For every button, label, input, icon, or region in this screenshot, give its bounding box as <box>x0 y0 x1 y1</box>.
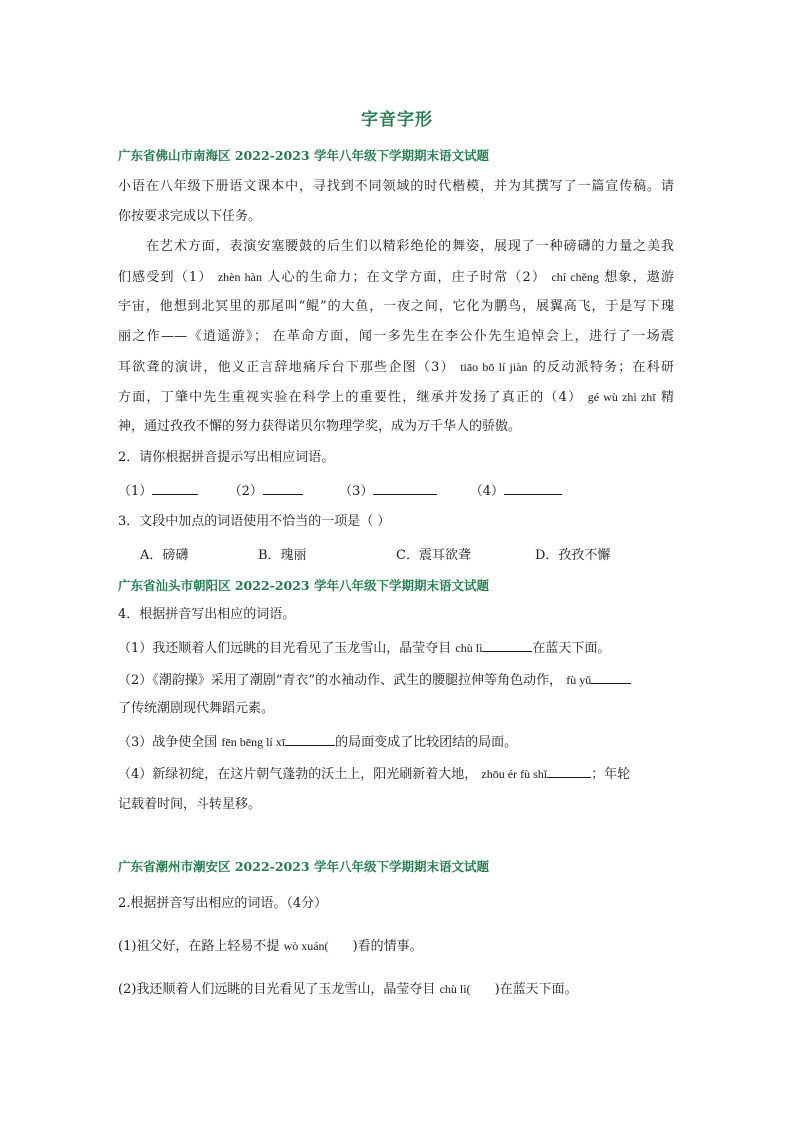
pinyin: gé wù zhì zhī <box>587 390 656 404</box>
section-heading-chaozhou: 广东省潮州市潮安区 2022-2023 学年八年级下学期期末语文试题 <box>118 859 489 874</box>
s2-item-4-cont: 记载着时间，斗转星移。 <box>118 797 262 812</box>
pinyin: zhèn hàn <box>217 270 262 284</box>
option-a[interactable]: A．磅礴 <box>140 548 189 563</box>
text: （4）新绿初绽，在这片朝气蓬勃的沃土上，阳光刷新着大地， <box>118 767 478 782</box>
pinyin: chù lì( <box>439 982 471 996</box>
text: 人心的生命力；在文学方面，庄子时常（2） <box>267 270 547 285</box>
text: 的局面变成了比较团结的局面。 <box>335 735 518 750</box>
text: 精 <box>661 390 675 405</box>
passage-line-5 <box>118 358 674 377</box>
section-heading-foshan: 广东省佛山市南海区 2022-2023 学年八年级下学期期末语文试题 <box>118 148 489 163</box>
passage-line-3: 宇宙，他想到北冥里的那尾叫“鲲”的大鱼，一夜之间，它化为鹏鸟，展翼高飞，于是写下瑰 <box>118 299 674 314</box>
text: （3）战争使全国 <box>118 735 218 750</box>
page-title: 字音字形 <box>361 110 433 130</box>
blank-label-4: （4） <box>469 484 504 499</box>
option-b[interactable]: B．瑰丽 <box>258 548 307 563</box>
s2-item-3 <box>118 732 517 752</box>
answer-blanks-row <box>118 481 562 501</box>
text: 们感受到（1） <box>118 270 213 285</box>
answer-blank-4[interactable] <box>504 481 562 495</box>
s2-item-2-cont: 了传统潮剧现代舞蹈元素。 <box>118 701 275 716</box>
text: ；年轮 <box>591 767 631 782</box>
s2-item-1 <box>118 638 610 658</box>
pinyin: chù lì <box>455 641 483 655</box>
text: (2)我还顺着人们远眺的目光看见了玉龙雪山，晶莹夺目 <box>118 982 436 997</box>
option-d[interactable]: D．孜孜不懈 <box>535 548 611 563</box>
intro-line-2: 你按要求完成以下任务。 <box>118 209 262 224</box>
answer-blank[interactable] <box>547 764 591 778</box>
text: )看的情事。 <box>352 939 423 954</box>
answer-blank[interactable] <box>482 638 532 652</box>
option-c[interactable]: C．震耳欲聋 <box>396 548 471 563</box>
passage-line-1: 在艺术方面，表演安塞腰鼓的后生们以精彩绝伦的舞姿，展现了一种磅礴的力量之美我 <box>146 239 674 254</box>
pinyin: chí chěng <box>551 270 599 284</box>
answer-blank-2[interactable] <box>263 481 303 495</box>
answer-blank-1[interactable] <box>152 481 198 495</box>
passage-line-4: 丽之作——《逍遥游》； 在革命方面，闻一多先生在李公仆先生追悼会上，进行了一场震 <box>118 329 674 344</box>
answer-blank[interactable] <box>591 670 631 684</box>
answer-blank[interactable] <box>285 732 335 746</box>
pinyin: zhōu ér fù shǐ <box>481 767 548 781</box>
question-2: 2．请你根据拼音提示写出相应词语。 <box>118 450 335 465</box>
question-4: 4．根据拼音写出相应的词语。 <box>118 607 296 622</box>
s2-item-2 <box>118 670 631 690</box>
pinyin: tiāo bō lí jiàn <box>460 360 528 374</box>
pinyin: fēn bēng lí xī <box>221 735 286 749</box>
blank-label-2: （2） <box>228 484 263 499</box>
passage-line-2 <box>118 268 674 287</box>
passage-line-6 <box>118 388 674 407</box>
text: )在蓝天下面。 <box>494 982 578 997</box>
blank-label-1: （1） <box>118 484 153 499</box>
text: 的反动派特务；在科研 <box>532 360 674 375</box>
text: 想象，遨游 <box>604 270 674 285</box>
text: （2）《潮韵操》采用了潮剧“青衣”的水袖动作、武生的腰腿拉伸等角色动作， <box>118 673 563 688</box>
text: （1）我还顺着人们远眺的目光看见了玉龙雪山，晶莹夺目 <box>118 641 452 656</box>
text: (1)祖父好，在路上轻易不提 <box>118 939 280 954</box>
text: 方面，丁肇中先生重视实验在科学上的重要性，继承并发扬了真正的（4） <box>118 390 583 405</box>
intro-line-1: 小语在八年级下册语文课本中，寻找到不同领域的时代楷模，并为其撰写了一篇宣传稿。请 <box>118 179 674 194</box>
passage-line-7: 神，通过孜孜不懈的努力获得诺贝尔物理学奖，成为万千华人的骄傲。 <box>118 419 522 434</box>
s2-item-4 <box>118 764 630 784</box>
question-3: 3．文段中加点的词语使用不恰当的一项是（ ） <box>118 514 391 529</box>
pinyin: fù yǔ <box>566 673 592 687</box>
s3-item-1 <box>118 937 423 956</box>
pinyin: wò xuán( <box>283 939 329 953</box>
answer-blank-3[interactable] <box>373 481 437 495</box>
section-heading-shantou: 广东省汕头市朝阳区 2022-2023 学年八年级下学期期末语文试题 <box>118 578 489 593</box>
text: 耳欲聋的演讲，他义正言辞地痛斥台下那些企图（3） <box>118 360 455 375</box>
s3-item-2 <box>118 980 578 999</box>
text: 在蓝天下面。 <box>532 641 611 656</box>
s3-question-2: 2.根据拼音写出相应的词语。（4分） <box>118 896 328 911</box>
blank-label-3: （3） <box>339 484 374 499</box>
